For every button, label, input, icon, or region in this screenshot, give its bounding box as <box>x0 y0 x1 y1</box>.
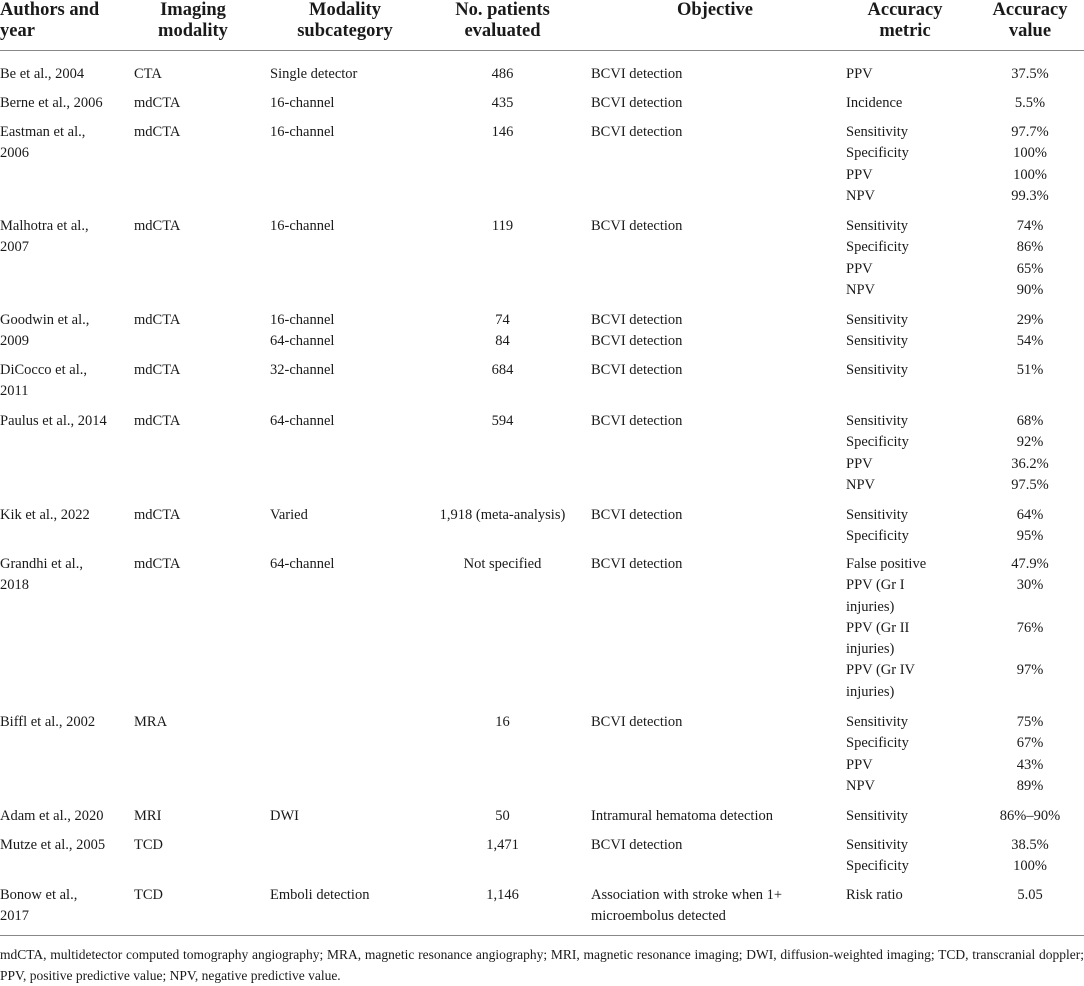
cell-value <box>975 93 1084 114</box>
cell-line <box>270 712 420 733</box>
cell-line: Sensitivity <box>846 507 909 523</box>
cell-metric <box>846 360 966 381</box>
cell-patients <box>420 93 585 114</box>
cell-line: 38.5% <box>1011 837 1049 853</box>
cell-subcategory <box>270 885 420 906</box>
cell-line: Adam et al., 2020 <box>0 808 104 824</box>
cell-value <box>975 806 1084 827</box>
cell-line: 16 <box>495 714 510 730</box>
cell-line: Single detector <box>270 66 358 82</box>
cell-line: 2007 <box>0 239 29 256</box>
cell-value <box>975 835 1084 878</box>
cell-line: mdCTA <box>134 95 181 111</box>
cell-subcategory <box>270 712 420 733</box>
cell-line: MRI <box>134 808 162 824</box>
cell-modality <box>134 360 254 381</box>
cell-line: 684 <box>491 362 514 378</box>
cell-metric <box>846 505 966 548</box>
header-line: evaluated <box>464 21 541 41</box>
cell-line: Specificity <box>846 145 909 162</box>
cell-patients <box>420 885 585 906</box>
header-line: Modality <box>309 0 381 20</box>
cell-modality <box>134 411 254 432</box>
cell-line: BCVI detection <box>591 312 683 328</box>
cell-line: Specificity <box>846 858 909 875</box>
cell-line: injuries) <box>846 598 895 615</box>
cell-line: 74 <box>495 312 510 328</box>
header-line: No. patients <box>455 0 550 20</box>
header-line: modality <box>158 21 228 41</box>
cell-line: BCVI detection <box>591 218 683 234</box>
cell-modality <box>134 122 254 143</box>
cell-line: 47.9% <box>1011 556 1049 572</box>
header-subcategory <box>270 0 420 42</box>
cell-line: Specificity <box>846 239 909 256</box>
cell-subcategory <box>270 216 420 237</box>
cell-metric <box>846 554 966 703</box>
cell-patients <box>420 712 585 733</box>
cell-value <box>975 64 1084 85</box>
cell-modality <box>134 64 254 85</box>
cell-objective <box>591 554 836 575</box>
cell-line: TCD <box>134 887 163 903</box>
cell-line: BCVI detection <box>591 95 683 111</box>
cell-authors <box>0 64 128 85</box>
header-line: year <box>0 21 35 41</box>
cell-line: Specificity <box>846 434 909 451</box>
cell-objective <box>591 93 836 114</box>
cell-line: BCVI detection <box>591 66 683 82</box>
cell-line: 75% <box>1016 714 1044 730</box>
cell-metric <box>846 835 966 878</box>
table-header <box>0 0 1084 51</box>
cell-line: 486 <box>491 66 514 82</box>
cell-metric <box>846 122 966 207</box>
cell-authors <box>0 122 128 165</box>
cell-line: Bonow et al., <box>0 887 78 903</box>
cell-metric <box>846 93 966 114</box>
cell-line: BCVI detection <box>591 124 683 140</box>
cell-objective <box>591 122 836 143</box>
cell-line: 86%–90% <box>999 808 1061 824</box>
cell-line: 37.5% <box>1011 66 1049 82</box>
cell-line: 119 <box>491 218 514 234</box>
cell-line: 32-channel <box>270 362 335 378</box>
cell-line: Sensitivity <box>846 837 909 853</box>
cell-subcategory <box>270 122 420 143</box>
cell-line: Intramural hematoma detection <box>591 808 773 824</box>
cell-line: MRA <box>134 714 168 730</box>
cell-line: CTA <box>134 66 162 82</box>
cell-line: Emboli detection <box>270 887 370 903</box>
cell-metric <box>846 806 966 827</box>
cell-modality <box>134 806 254 827</box>
header-modality <box>128 0 258 42</box>
cell-line: 5.5% <box>1014 95 1046 111</box>
cell-metric <box>846 310 966 353</box>
cell-objective <box>591 216 836 237</box>
cell-value <box>975 505 1084 548</box>
header-line: metric <box>879 21 931 41</box>
cell-line: 97.5% <box>1011 476 1049 493</box>
cell-authors <box>0 93 128 114</box>
cell-patients <box>420 835 585 856</box>
cell-line: 29% <box>1016 312 1044 328</box>
cell-line: Kik et al., 2022 <box>0 507 90 523</box>
cell-line: 67% <box>1016 735 1044 752</box>
cell-objective <box>591 505 836 526</box>
cell-line: 16-channel <box>270 312 335 328</box>
cell-value <box>975 554 1084 703</box>
cell-authors <box>0 216 128 259</box>
cell-value <box>975 360 1084 381</box>
cell-metric <box>846 411 966 496</box>
cell-subcategory <box>270 835 420 856</box>
cell-line: 64-channel <box>270 413 335 429</box>
cell-line: PPV (Gr II <box>846 619 910 636</box>
cell-authors <box>0 554 128 597</box>
header-value <box>975 0 1084 42</box>
cell-line: Sensitivity <box>846 333 909 350</box>
cell-value <box>975 310 1084 353</box>
table-bottom-rule <box>0 935 1084 936</box>
cell-objective <box>591 712 836 733</box>
cell-line: mdCTA <box>134 218 181 234</box>
cell-line: Goodwin et al., <box>0 312 90 328</box>
cell-line: 16-channel <box>270 124 335 140</box>
cell-line <box>975 597 1084 618</box>
header-line: Imaging <box>160 0 226 20</box>
cell-objective <box>591 411 836 432</box>
cell-line: 68% <box>1016 413 1044 429</box>
cell-line: 435 <box>491 95 514 111</box>
cell-line: injuries) <box>846 641 895 658</box>
cell-subcategory <box>270 554 420 575</box>
cell-subcategory <box>270 360 420 381</box>
cell-line: mdCTA <box>134 124 181 140</box>
cell-line: PPV (Gr I <box>846 577 905 594</box>
cell-line: mdCTA <box>134 507 181 523</box>
cell-line: DWI <box>270 808 299 824</box>
cell-line: 51% <box>1016 362 1044 378</box>
cell-line: 2017 <box>0 908 29 925</box>
cell-subcategory <box>270 806 420 827</box>
cell-line: 5.05 <box>1017 887 1043 903</box>
cell-line: BCVI detection <box>591 362 683 378</box>
cell-line: 2006 <box>0 145 29 162</box>
cell-line: 50 <box>495 808 510 824</box>
cell-line: 36.2% <box>1011 455 1049 472</box>
cell-modality <box>134 554 254 575</box>
cell-objective <box>591 835 836 856</box>
cell-line: Sensitivity <box>846 218 909 234</box>
cell-metric <box>846 712 966 797</box>
cell-authors <box>0 310 128 353</box>
cell-line: NPV <box>846 281 876 298</box>
cell-line: Specificity <box>846 735 909 752</box>
cell-line: 84 <box>495 333 510 350</box>
cell-objective <box>591 885 836 928</box>
cell-line: 594 <box>491 413 514 429</box>
header-line: subcategory <box>297 21 393 41</box>
cell-line: Sensitivity <box>846 362 909 378</box>
cell-line: Eastman et al., <box>0 124 86 140</box>
cell-value <box>975 216 1084 301</box>
cell-line <box>270 835 420 856</box>
cell-line: 43% <box>1016 756 1044 773</box>
cell-line: Association with stroke when 1+ <box>591 887 783 903</box>
header-objective <box>590 0 840 21</box>
cell-line: 54% <box>1016 333 1044 350</box>
cell-modality <box>134 93 254 114</box>
cell-line: mdCTA <box>134 362 181 378</box>
cell-authors <box>0 360 128 403</box>
cell-line: Incidence <box>846 95 903 111</box>
cell-line: mdCTA <box>134 312 181 328</box>
cell-line: Not specified <box>463 556 542 572</box>
table-footnote: mdCTA, multidetector computed tomography angiography; MRA, magnetic resonance angiography; MRI, magnetic resonance imaging; DWI, diffusion-weighted imaging; TCD, transcranial doppler; PPV, positive predictive value; NPV, negative predictive value. <box>0 947 1084 983</box>
cell-line: 2009 <box>0 333 29 350</box>
cell-authors <box>0 505 128 526</box>
cell-line: Risk ratio <box>846 887 903 903</box>
cell-modality <box>134 505 254 526</box>
cell-line: 97% <box>1016 662 1044 679</box>
cell-line: PPV <box>846 66 873 82</box>
cell-line: BCVI detection <box>591 333 683 350</box>
cell-line: 1,146 <box>486 887 519 903</box>
cell-patients <box>420 360 585 381</box>
cell-metric <box>846 64 966 85</box>
cell-line: Mutze et al., 2005 <box>0 837 106 853</box>
cell-patients <box>420 505 585 526</box>
cell-line: 86% <box>1016 239 1044 256</box>
cell-modality <box>134 835 254 856</box>
cell-value <box>975 712 1084 797</box>
cell-line: 92% <box>1016 434 1044 451</box>
cell-authors <box>0 806 128 827</box>
cell-value <box>975 885 1084 906</box>
cell-line: BCVI detection <box>591 837 683 853</box>
cell-line: 99.3% <box>1011 187 1049 204</box>
cell-line: Sensitivity <box>846 413 909 429</box>
cell-line: 1,471 <box>486 837 519 853</box>
cell-line: BCVI detection <box>591 714 683 730</box>
cell-line: Sensitivity <box>846 714 909 730</box>
header-line: Accuracy <box>992 0 1068 20</box>
cell-line: 64% <box>1016 507 1044 523</box>
cell-line: Varied <box>270 507 308 523</box>
cell-line: PPV <box>846 455 873 472</box>
cell-line: DiCocco et al., <box>0 362 87 378</box>
cell-patients <box>420 310 585 353</box>
cell-authors <box>0 712 128 733</box>
cell-patients <box>420 411 585 432</box>
cell-line: 89% <box>1016 777 1044 794</box>
cell-subcategory <box>270 411 420 432</box>
cell-value <box>975 411 1084 496</box>
cell-line: Specificity <box>846 528 909 545</box>
cell-metric <box>846 216 966 301</box>
cell-line: Be et al., 2004 <box>0 66 85 82</box>
cell-line: 97.7% <box>1011 124 1049 140</box>
cell-line: 74% <box>1016 218 1044 234</box>
cell-objective <box>591 360 836 381</box>
cell-line: 30% <box>1016 577 1044 594</box>
cell-patients <box>420 216 585 237</box>
cell-objective <box>591 310 836 353</box>
cell-line: 16-channel <box>270 95 335 111</box>
cell-line: Sensitivity <box>846 808 909 824</box>
cell-subcategory <box>270 93 420 114</box>
cell-line: PPV <box>846 166 873 183</box>
cell-line: 76% <box>1016 619 1044 636</box>
cell-line: 100% <box>1013 858 1047 875</box>
cell-line: NPV <box>846 187 876 204</box>
cell-line: 100% <box>1013 145 1047 162</box>
cell-line: False positive <box>846 556 927 572</box>
cell-modality <box>134 216 254 237</box>
cell-subcategory <box>270 505 420 526</box>
cell-line: mdCTA <box>134 413 181 429</box>
cell-subcategory <box>270 310 420 353</box>
cell-line: 16-channel <box>270 218 335 234</box>
cell-line: NPV <box>846 476 876 493</box>
cell-line: TCD <box>134 837 163 853</box>
cell-line: PPV <box>846 260 873 277</box>
cell-objective <box>591 806 836 827</box>
cell-value <box>975 122 1084 207</box>
header-patients <box>420 0 585 42</box>
cell-line: microembolus detected <box>591 908 726 925</box>
cell-line: 65% <box>1016 260 1044 277</box>
cell-modality <box>134 310 254 331</box>
cell-line: mdCTA <box>134 556 181 572</box>
cell-line: BCVI detection <box>591 556 683 572</box>
cell-subcategory <box>270 64 420 85</box>
cell-line: Berne et al., 2006 <box>0 95 103 111</box>
cell-line: 64-channel <box>270 556 335 572</box>
cell-patients <box>420 122 585 143</box>
cell-line: PPV (Gr IV <box>846 662 916 679</box>
cell-line: 90% <box>1016 281 1044 298</box>
cell-line <box>975 639 1084 660</box>
cell-line: Malhotra et al., <box>0 218 89 234</box>
cell-line: Sensitivity <box>846 312 909 328</box>
header-line: Accuracy <box>867 0 943 20</box>
cell-authors <box>0 885 128 928</box>
cell-line: Grandhi et al., <box>0 556 83 572</box>
header-metric <box>840 0 970 42</box>
cell-line: 64-channel <box>270 333 335 350</box>
cell-metric <box>846 885 966 906</box>
header-line: Objective <box>676 0 754 20</box>
cell-line: PPV <box>846 756 873 773</box>
cell-patients <box>420 806 585 827</box>
cell-line: Biffl et al., 2002 <box>0 714 96 730</box>
header-line: value <box>1008 21 1052 41</box>
cell-line <box>975 682 1084 703</box>
cell-line: injuries) <box>846 683 895 700</box>
cell-objective <box>591 64 836 85</box>
cell-patients <box>420 64 585 85</box>
cell-modality <box>134 885 254 906</box>
cell-line: 1,918 (meta-analysis) <box>439 507 566 523</box>
cell-authors <box>0 835 128 856</box>
cell-authors <box>0 411 128 432</box>
cell-line: 2018 <box>0 577 29 594</box>
cell-modality <box>134 712 254 733</box>
header-line: Authors and <box>0 0 100 20</box>
cell-line: BCVI detection <box>591 507 683 523</box>
cell-line: 2011 <box>0 383 29 400</box>
cell-patients <box>420 554 585 575</box>
cell-line: 146 <box>491 124 514 140</box>
cell-line: 95% <box>1016 528 1044 545</box>
cell-line: BCVI detection <box>591 413 683 429</box>
cell-line: NPV <box>846 777 876 794</box>
cell-line: Sensitivity <box>846 124 909 140</box>
cell-line: Paulus et al., 2014 <box>0 413 107 429</box>
cell-line: 100% <box>1013 166 1047 183</box>
